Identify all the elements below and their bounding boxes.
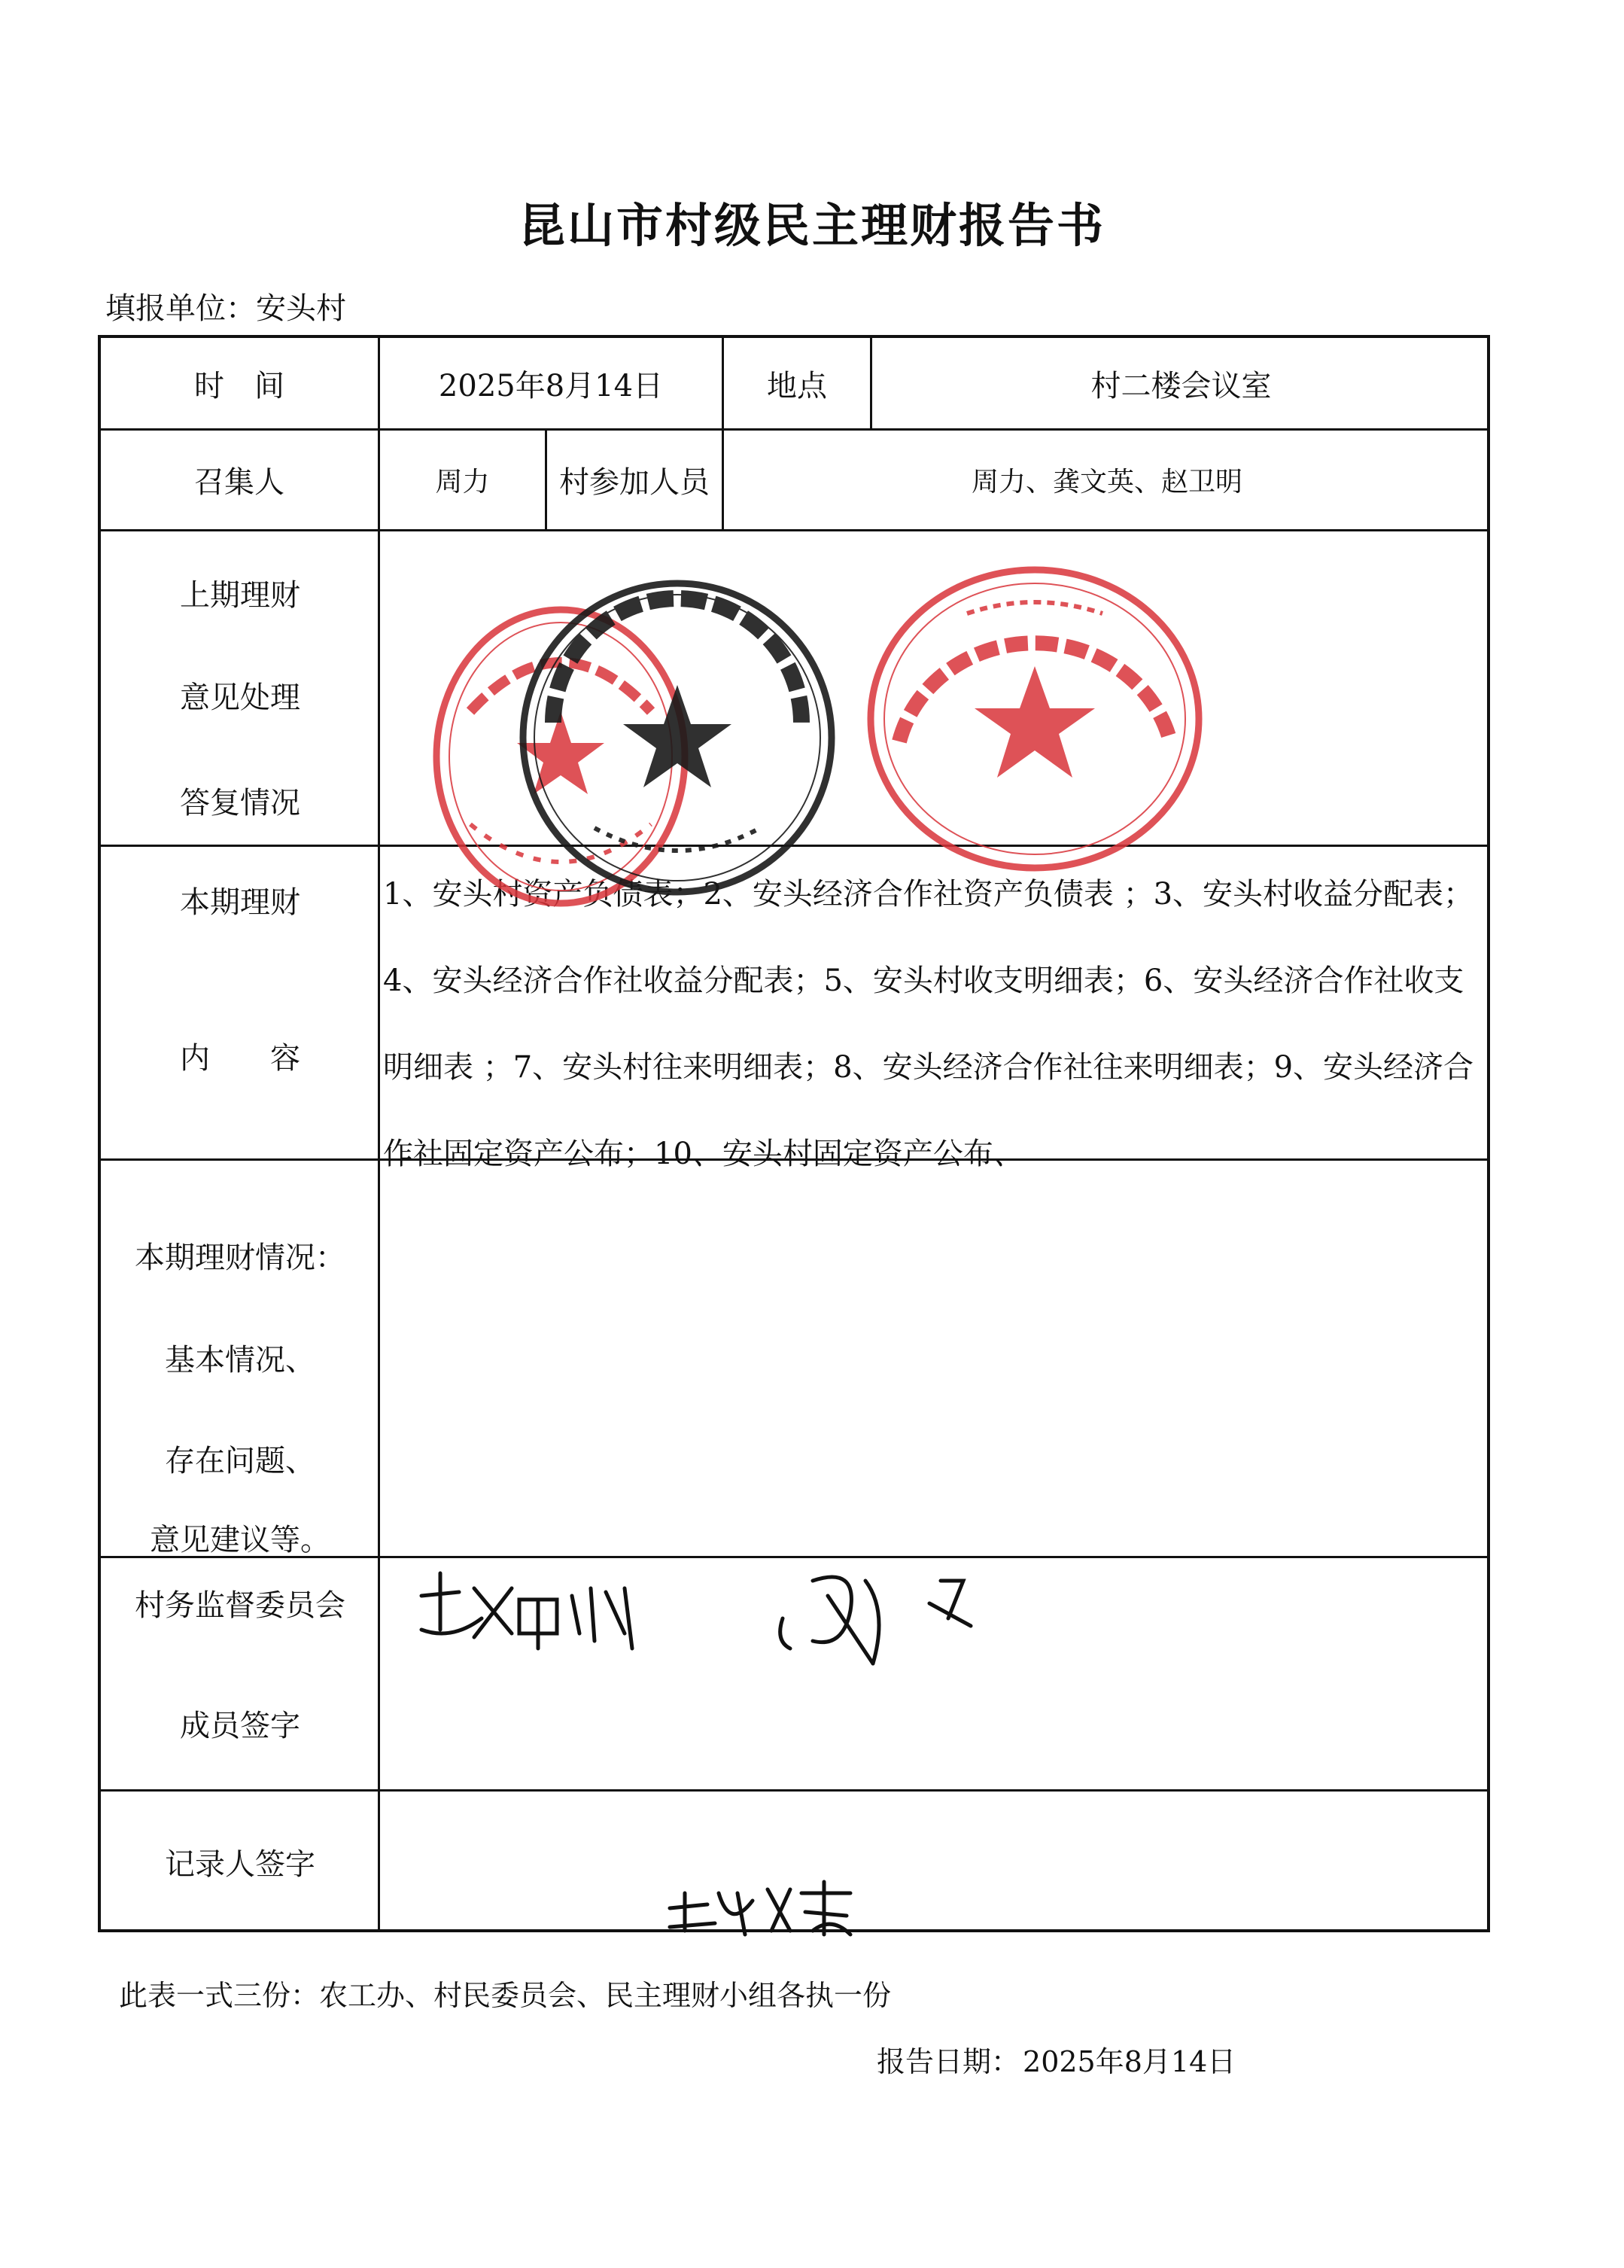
time-value: 2025年8月14日: [438, 368, 664, 403]
signature-strokes: [670, 1882, 850, 1935]
participants-label: 村参加人员: [559, 465, 710, 500]
place-value: 村二楼会议室: [1090, 368, 1272, 403]
time-label: 时 间: [194, 368, 284, 403]
report-date-value: 2025年8月14日: [1023, 2045, 1236, 2078]
situation-label-3: 存在问题、: [165, 1444, 315, 1478]
supervisor-signature-2: [768, 1551, 993, 1679]
reporting-unit: [105, 285, 346, 327]
recorder-label: 记录人签字: [165, 1847, 315, 1882]
last-period-label-2: 意见处理: [180, 680, 300, 715]
situation-label-1: 本期理财情况：: [135, 1241, 345, 1275]
reporting-unit-label: 填报单位：: [105, 291, 256, 326]
situation-label-4: 意见建议等。: [150, 1523, 330, 1557]
row-divider: [101, 529, 1490, 531]
convener-value: 周力: [435, 467, 490, 498]
supervision-label-1: 村务监督委员会: [135, 1588, 345, 1623]
this-period-label-2: 内 容: [180, 1041, 300, 1076]
row-divider: [101, 1789, 1490, 1792]
this-period-content: 1、安头村资产负债表；2、安头经济合作社资产负债表 ；3、安头村收益分配表；4、安头经济合作社收益分配表；5、安头村收支明细表；6、安头经济合作社收支明细表 ；7、安头村往来明细表；8、安头经济合作社往来明细表；9、安头经济合作社固定资产公布；10、安头村固定资产公布、: [383, 877, 1474, 1171]
signature-strokes: [421, 1573, 632, 1648]
signature-strokes: [780, 1577, 971, 1664]
report-date: [877, 2038, 1239, 2080]
right-red-seal: [862, 561, 1208, 877]
right-red-seal-graphic: [871, 570, 1199, 868]
convener-label: 召集人: [194, 465, 284, 500]
footnote: 此表一式三份：农工办、村民委员会、民主理财小组各执一份: [119, 1979, 892, 2012]
village-committee-seal-graphic: [523, 583, 832, 892]
reporting-unit-value: 安头村: [256, 291, 346, 326]
last-period-label-1: 上期理财: [180, 578, 300, 613]
recorder-signature: [662, 1871, 858, 1938]
report-date-label: 报告日期：: [877, 2045, 1020, 2078]
participants-value: 周力、龚文英、赵卫明: [971, 467, 1242, 498]
village-committee-seal: [512, 572, 843, 903]
place-label: 地点: [767, 368, 827, 403]
situation-label-2: 基本情况、: [165, 1343, 315, 1378]
supervision-label-2: 成员签字: [180, 1709, 300, 1743]
page-title: 昆山市村级民主理财报告书: [518, 198, 1105, 253]
supervisor-signature-1: [406, 1558, 647, 1671]
last-period-label-3: 答复情况: [180, 786, 300, 820]
this-period-label-1: 本期理财: [180, 885, 300, 920]
